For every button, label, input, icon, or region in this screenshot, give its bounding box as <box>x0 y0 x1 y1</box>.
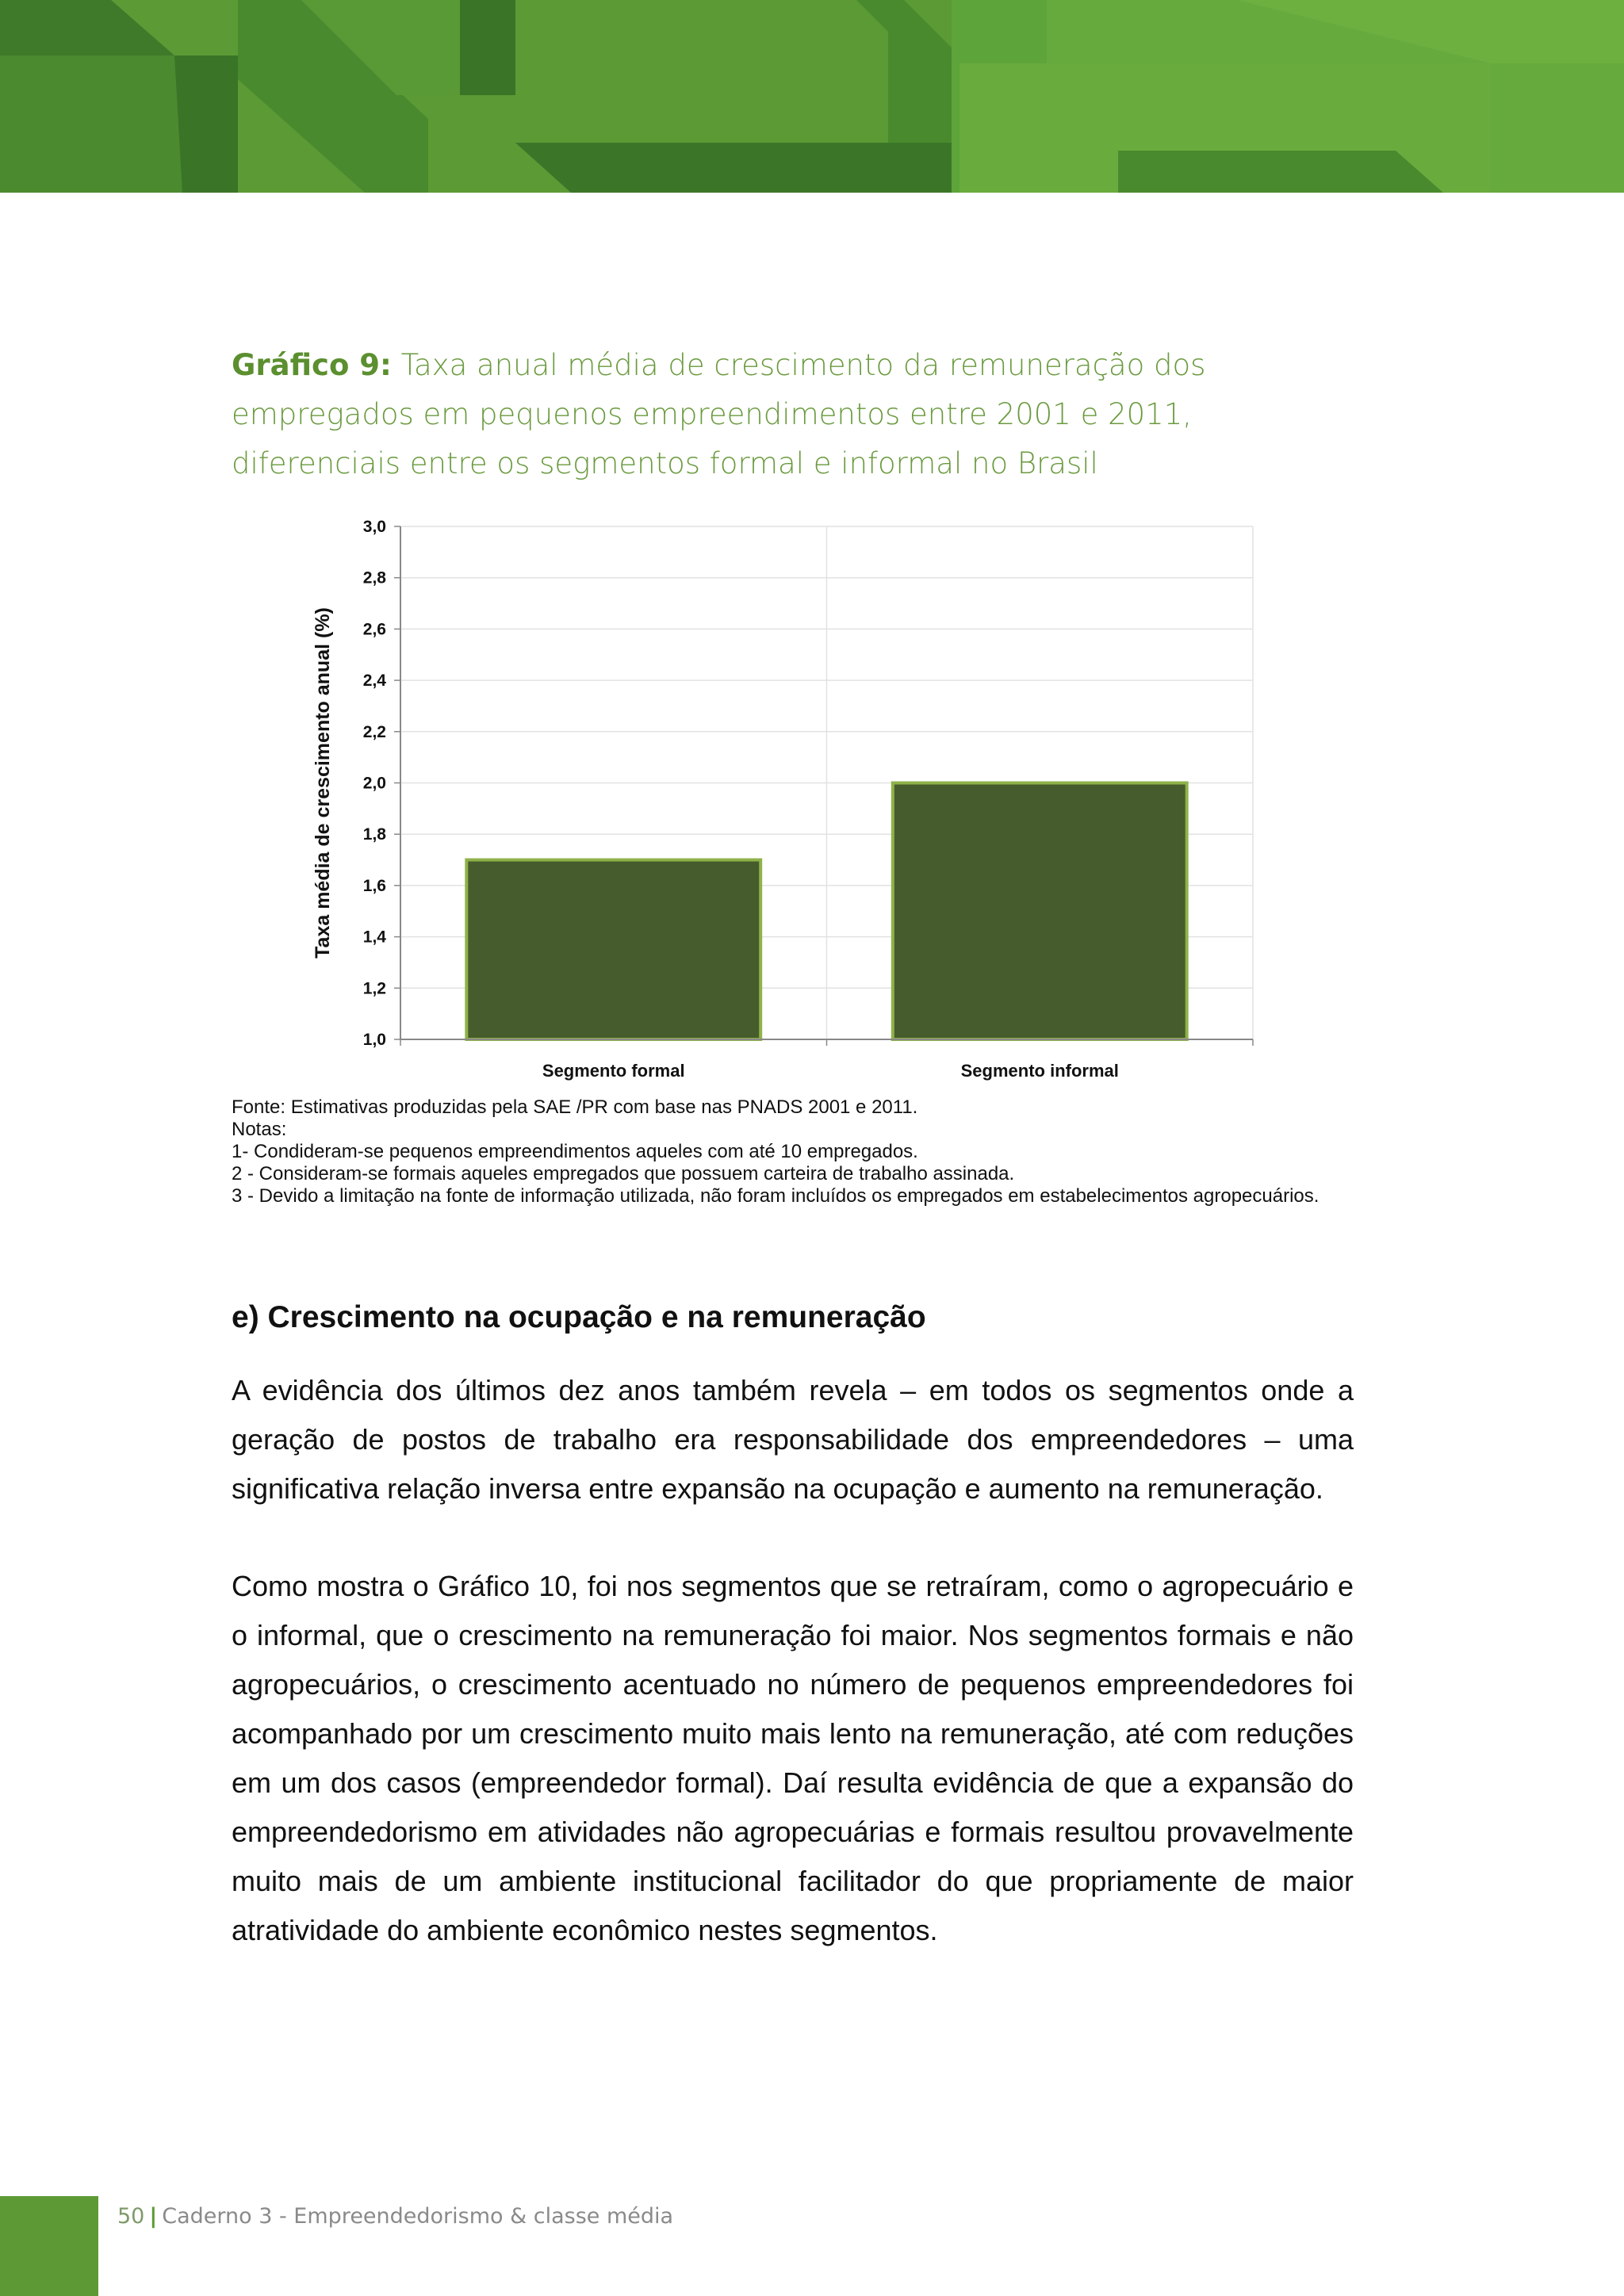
bar-chart-svg <box>301 507 1269 1086</box>
page-footer <box>117 2204 673 2229</box>
section-heading: e) Crescimento na ocupação e na remuneração <box>232 1300 926 1334</box>
footer-separator: | <box>149 2204 158 2229</box>
body-paragraph: A evidência dos últimos dez anos também revela – em todos os segmentos onde a geração de postos de trabalho era responsabilidade dos empreendedores – uma significativa relação inversa entre expansão na ocupação e aumento na remuneração. <box>232 1374 1354 1505</box>
footer-publication-title: Caderno 3 - Empreendedorismo & classe média <box>162 2204 674 2229</box>
chart-title-text: Taxa anual média de crescimento da remuneração dos empregados em pequenos empreendimentos entre 2001 e 2011, diferenciais entre os segmentos formal e informal no Brasil <box>232 348 1206 480</box>
page-number: 50 <box>117 2204 145 2229</box>
note-item: 1- Condideram-se pequenos empreendimentos aqueles com até 10 empregados. <box>232 1141 918 1162</box>
chart-title-lead: Gráfico 9: <box>232 348 392 382</box>
y-tick-label: 1,8 <box>362 825 386 844</box>
bar-chart <box>301 507 1269 1086</box>
chart-source: Fonte: Estimativas produzidas pela SAE /PR com base nas PNADS 2001 e 2011. <box>232 1096 918 1118</box>
bar <box>893 783 1187 1040</box>
y-tick-label: 1,2 <box>362 979 386 998</box>
note-item: 3 - Devido a limitação na fonte de informação utilizada, não foram incluídos os empregados em estabelecimentos agropecuários. <box>232 1185 1320 1207</box>
body-paragraph: Como mostra o Gráfico 10, foi nos segmentos que se retraíram, como o agropecuário e o informal, que o crescimento na remuneração foi maior. Nos segmentos formais e não agropecuários, o crescimento acentuado no número de pequenos empreendedores foi acompanhado por um crescimento muito mais lento na remuneração, até com reduções em um dos casos (empreendedor formal). Daí resulta evidência de que a expansão do empreendedorismo em atividades não agropecuárias e formais resultou provavelmente muito mais de um ambiente institucional facilitador do que propriamente de maior atratividade do ambiente econômico nestes segmentos. <box>232 1570 1354 1946</box>
y-tick-label: 2,2 <box>362 722 386 741</box>
chart-title <box>232 341 1358 488</box>
y-tick-label: 1,0 <box>362 1031 386 1049</box>
header-banner <box>0 0 1624 193</box>
x-tick-label: Segmento informal <box>960 1061 1119 1081</box>
notes-header: Notas: <box>232 1119 287 1140</box>
note-item: 2 - Consideram-se formais aqueles empregados que possuem carteira de trabalho assinada. <box>232 1163 1015 1184</box>
bar <box>466 860 760 1039</box>
footer-color-block <box>0 2196 98 2296</box>
chart-notes <box>232 1096 1389 1207</box>
y-tick-label: 1,6 <box>362 876 386 895</box>
y-axis-label: Taxa média de crescimento anual (%) <box>312 607 334 959</box>
y-tick-label: 2,4 <box>362 672 386 691</box>
x-tick-label: Segmento formal <box>542 1061 685 1081</box>
y-tick-label: 2,0 <box>362 774 386 793</box>
y-tick-label: 1,4 <box>362 928 386 947</box>
y-tick-label: 2,8 <box>362 568 386 587</box>
y-tick-label: 3,0 <box>362 518 386 536</box>
y-tick-label: 2,6 <box>362 620 386 639</box>
